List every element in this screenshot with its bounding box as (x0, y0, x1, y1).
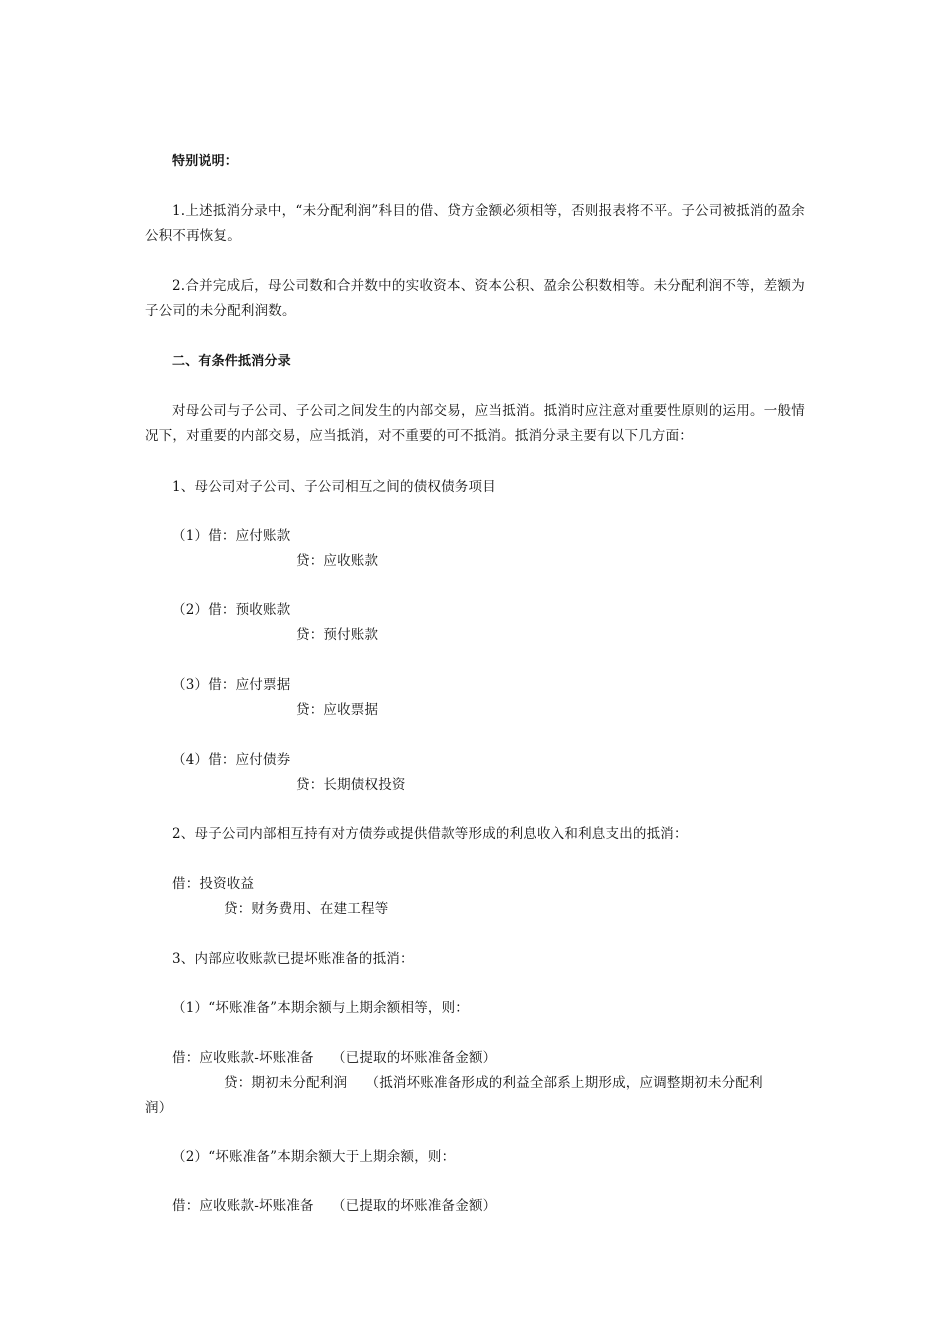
entry-1-credit: 贷：应收账款 (296, 553, 379, 569)
entry-3-debit: （3）借：应付票据 (172, 677, 291, 693)
note-2-paragraph: 2.合并完成后，母公司数和合并数中的实收资本、资本公积、盈余公积数相等。未分配利润不等，差额为子公司的未分配利润数。 (145, 278, 805, 319)
entry-1-debit: （1）借：应付账款 (172, 528, 291, 544)
case-1-credit: 贷：期初未分配利润 （抵消坏账准备形成的利益全部系上期形成，应调整期初未分配利 (224, 1075, 763, 1091)
note-1-paragraph: 1.上述抵消分录中，“未分配利润”科目的借、贷方金额必须相等，否则报表将不平。子公司被抵消的盈余公积不再恢复。 (145, 203, 805, 244)
case-1-debit: 借：应收账款-坏账准备 （已提取的坏账准备金额） (172, 1050, 497, 1066)
heading-section-2: 二、有条件抵消分录 (172, 354, 291, 369)
entry-2-debit: （2）借：预收账款 (172, 602, 291, 618)
item-2-debit: 借：投资收益 (172, 876, 255, 892)
entry-4-credit: 贷：长期债权投资 (296, 777, 406, 793)
case-1-credit-continued: 润） (145, 1100, 173, 1116)
item-2-title: 2、母子公司内部相互持有对方债券或提供借款等形成的利息收入和利息支出的抵消： (172, 826, 688, 842)
heading-special-note: 特别说明： (172, 154, 239, 169)
entry-3-credit: 贷：应收票据 (296, 702, 379, 718)
case-1-title: （1）“坏账准备”本期余额与上期余额相等，则： (172, 1000, 469, 1016)
entry-4-debit: （4）借：应付债券 (172, 752, 291, 768)
item-1-title: 1、母公司对子公司、子公司相互之间的债权债务项目 (172, 479, 496, 495)
intro-paragraph: 对母公司与子公司、子公司之间发生的内部交易，应当抵消。抵消时应注意对重要性原则的运用。一般情况下，对重要的内部交易，应当抵消，对不重要的可不抵消。抵消分录主要有以下几方面： (145, 403, 805, 444)
item-2-credit: 贷：财务费用、在建工程等 (224, 901, 389, 917)
case-2-title: （2）“坏账准备”本期余额大于上期余额，则： (172, 1149, 456, 1165)
item-3-title: 3、内部应收账款已提坏账准备的抵消： (172, 951, 414, 967)
case-2-debit: 借：应收账款-坏账准备 （已提取的坏账准备金额） (172, 1198, 497, 1214)
entry-2-credit: 贷：预付账款 (296, 627, 379, 643)
